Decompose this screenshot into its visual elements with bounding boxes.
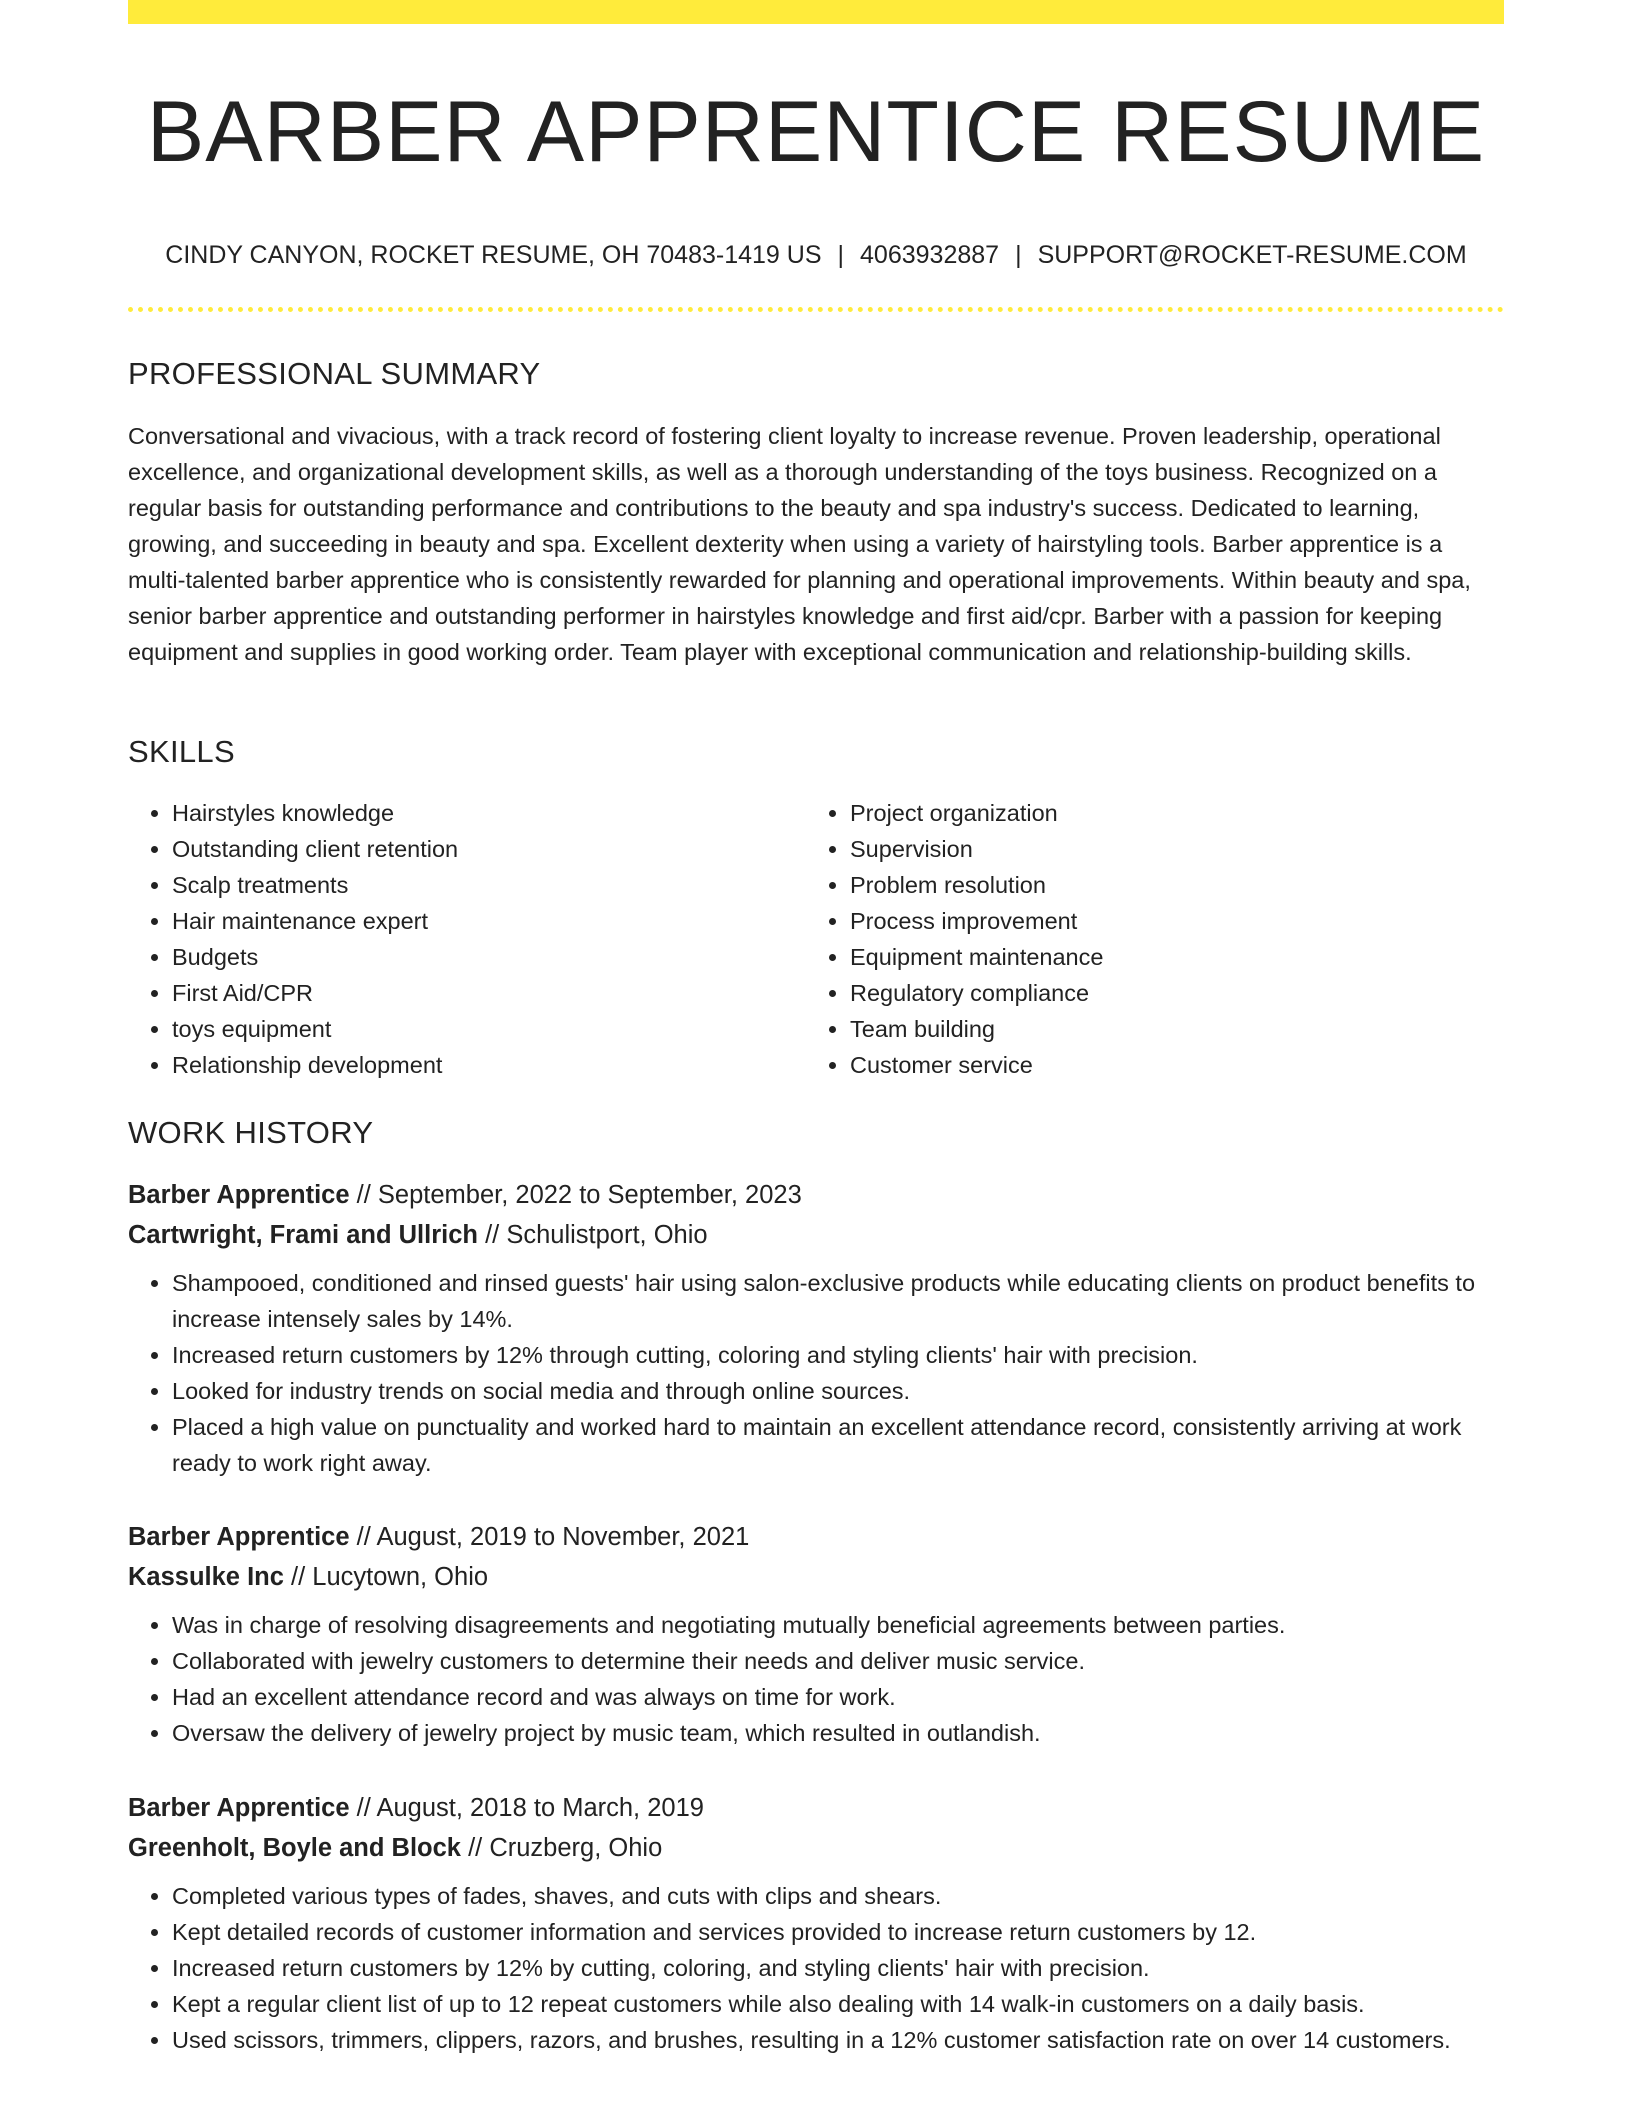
skill-item: • Hair maintenance expert [172, 903, 458, 939]
skill-item: • Project organization [850, 795, 1103, 831]
job-divider: // [485, 1221, 500, 1249]
job-title-line [128, 1517, 1504, 1557]
job-location: Lucytown, Ohio [312, 1563, 489, 1591]
job-bullet: • Placed a high value on punctuality and worked hard to maintain an excellent attendance record, consistently arriving at work ready to work right away. [172, 1409, 1504, 1481]
job-bullet: • Kept detailed records of customer information and services provided to increase return customers by 12. [172, 1914, 1504, 1950]
skills-column-left [128, 795, 458, 1083]
job-bullet: • Looked for industry trends on social media and through online sources. [172, 1373, 1504, 1409]
skills-column-right [806, 795, 1103, 1083]
job-company-line [128, 1215, 1504, 1255]
job-bullet: • Shampooed, conditioned and rinsed guests' hair using salon-exclusive products while educating clients on product benefits to increase intensely sales by 14%. [172, 1265, 1504, 1337]
job-divider: // [468, 1834, 483, 1862]
job-company-line [128, 1557, 1504, 1597]
job-divider: // [291, 1563, 306, 1591]
job-bullets [128, 1607, 1504, 1751]
job-bullets [128, 1265, 1504, 1481]
job-company-line [128, 1828, 1504, 1868]
contact-info [128, 238, 1504, 272]
top-accent-bar [128, 0, 1504, 24]
job-bullet: • Used scissors, trimmers, clippers, razors, and brushes, resulting in a 12% customer satisfaction rate on over 14 customers. [172, 2022, 1504, 2058]
summary-heading: PROFESSIONAL SUMMARY [128, 356, 541, 391]
job-dates: September, 2022 to September, 2023 [377, 1181, 802, 1209]
skill-item: • Team building [850, 1011, 1103, 1047]
job-location: Cruzberg, Ohio [489, 1834, 663, 1862]
skill-item: • Supervision [850, 831, 1103, 867]
job-bullet: • Collaborated with jewelry customers to determine their needs and deliver music service. [172, 1643, 1504, 1679]
job-entry [128, 1788, 1504, 2058]
job-dates: August, 2019 to November, 2021 [376, 1523, 750, 1551]
page-title: BARBER APPRENTICE RESUME [146, 84, 1486, 180]
work-history-heading: WORK HISTORY [128, 1115, 374, 1150]
skill-item: • Hairstyles knowledge [172, 795, 458, 831]
skill-item: • First Aid/CPR [172, 975, 458, 1011]
skills-heading: SKILLS [128, 734, 235, 769]
contact-separator: | [1015, 241, 1022, 269]
contact-email: SUPPORT@ROCKET-RESUME.COM [1037, 241, 1467, 269]
skill-item: • Problem resolution [850, 867, 1103, 903]
job-title: Barber Apprentice [128, 1523, 350, 1551]
job-company: Greenholt, Boyle and Block [128, 1834, 461, 1862]
job-company: Kassulke Inc [128, 1563, 284, 1591]
contact-address: CINDY CANYON, ROCKET RESUME, OH 70483-1419 US [165, 241, 822, 269]
skill-item: • Budgets [172, 939, 458, 975]
contact-phone: 4063932887 [860, 241, 1000, 269]
skill-item: • Outstanding client retention [172, 831, 458, 867]
job-bullet: • Increased return customers by 12% through cutting, coloring and styling clients' hair with precision. [172, 1337, 1504, 1373]
job-entry [128, 1175, 1504, 1481]
job-divider: // [356, 1523, 371, 1551]
contact-separator: | [837, 241, 845, 269]
job-divider: // [356, 1181, 371, 1209]
skill-item: • toys equipment [172, 1011, 458, 1047]
job-title-line [128, 1175, 1504, 1215]
job-entry [128, 1517, 1504, 1751]
job-title: Barber Apprentice [128, 1794, 350, 1822]
skill-item: • Equipment maintenance [850, 939, 1103, 975]
job-title: Barber Apprentice [128, 1181, 350, 1209]
job-company: Cartwright, Frami and Ullrich [128, 1221, 478, 1249]
skill-item: • Scalp treatments [172, 867, 458, 903]
job-bullet: • Was in charge of resolving disagreements and negotiating mutually beneficial agreements between parties. [172, 1607, 1504, 1643]
job-title-line [128, 1788, 1504, 1828]
skill-item: • Relationship development [172, 1047, 458, 1083]
job-bullet: • Increased return customers by 12% by cutting, coloring, and styling clients' hair with precision. [172, 1950, 1504, 1986]
skill-item: • Customer service [850, 1047, 1103, 1083]
job-bullet: • Completed various types of fades, shaves, and cuts with clips and shears. [172, 1878, 1504, 1914]
job-dates: August, 2018 to March, 2019 [376, 1794, 704, 1822]
summary-text: Conversational and vivacious, with a track record of fostering client loyalty to increase revenue. Proven leadership, operational excellence, and organizational development skills, as well as a thorough understanding of the toys business. Recognized on a regular basis for outstanding performance and contributions to the beauty and spa industry's success. Dedicated to learning, growing, and succeeding in beauty and spa. Excellent dexterity when using a variety of hairstyling tools. Barber apprentice is a multi-talented barber apprentice who is consistently rewarded for planning and operational improvements. Within beauty and spa, senior barber apprentice and outstanding performer in hairstyles knowledge and first aid/cpr. Barber with a passion for keeping equipment and supplies in good working order. Team player with exceptional communication and relationship-building skills. [128, 423, 1471, 665]
skill-item: • Regulatory compliance [850, 975, 1103, 1011]
job-bullet: • Kept a regular client list of up to 12 repeat customers while also dealing with 14 walk-in customers on a daily basis. [172, 1986, 1504, 2022]
job-bullets [128, 1878, 1504, 2058]
dotted-divider [128, 307, 1504, 312]
skill-item: • Process improvement [850, 903, 1103, 939]
job-bullet: • Had an excellent attendance record and was always on time for work. [172, 1679, 1504, 1715]
job-bullet: • Oversaw the delivery of jewelry project by music team, which resulted in outlandish. [172, 1715, 1504, 1751]
job-divider: // [356, 1794, 371, 1822]
job-location: Schulistport, Ohio [506, 1221, 708, 1249]
